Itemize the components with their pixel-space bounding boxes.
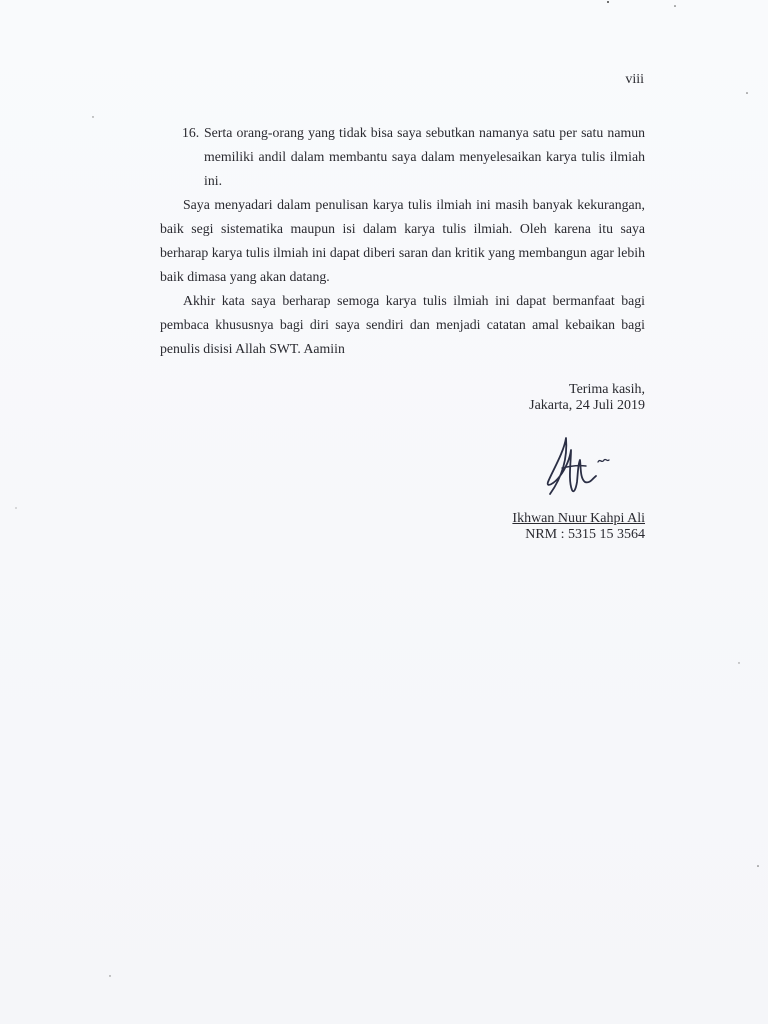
- closing-block: [529, 382, 645, 414]
- signatory-id: NRM : 5315 15 3564: [525, 527, 645, 542]
- list-item-number: 16.: [182, 125, 200, 140]
- list-item-text: Serta orang-orang yang tidak bisa saya sebutkan namanya satu per satu namun memiliki andil dalam membantu saya dalam menyelesaikan karya tulis ilmiah ini.: [204, 125, 645, 188]
- closing-greeting: Terima kasih,: [569, 382, 645, 397]
- paragraph-closing: Akhir kata saya berharap semoga karya tulis ilmiah ini dapat bermanfaat bagi pembaca khususnya bagi diri saya sendiri dan menjadi catatan amal kebaikan bagi penulis disisi Allah SWT. Aamiin: [160, 293, 645, 356]
- signatory-block: [512, 511, 645, 543]
- handwritten-signature: [540, 432, 620, 504]
- page-number: viii: [625, 72, 644, 87]
- signatory-name: Ikhwan Nuur Kahpi Ali: [512, 511, 645, 526]
- place-date: Jakarta, 24 Juli 2019: [529, 398, 645, 413]
- document-body: [160, 121, 645, 361]
- list-item: [160, 121, 645, 193]
- paragraph-acknowledgement: Saya menyadari dalam penulisan karya tulis ilmiah ini masih banyak kekurangan, baik segi sistematika maupun isi dalam karya tulis ilmiah. Oleh karena itu saya berharap karya tulis ilmiah ini dapat diberi saran dan kritik yang membangun agar lebih baik dimasa yang akan datang.: [160, 197, 645, 284]
